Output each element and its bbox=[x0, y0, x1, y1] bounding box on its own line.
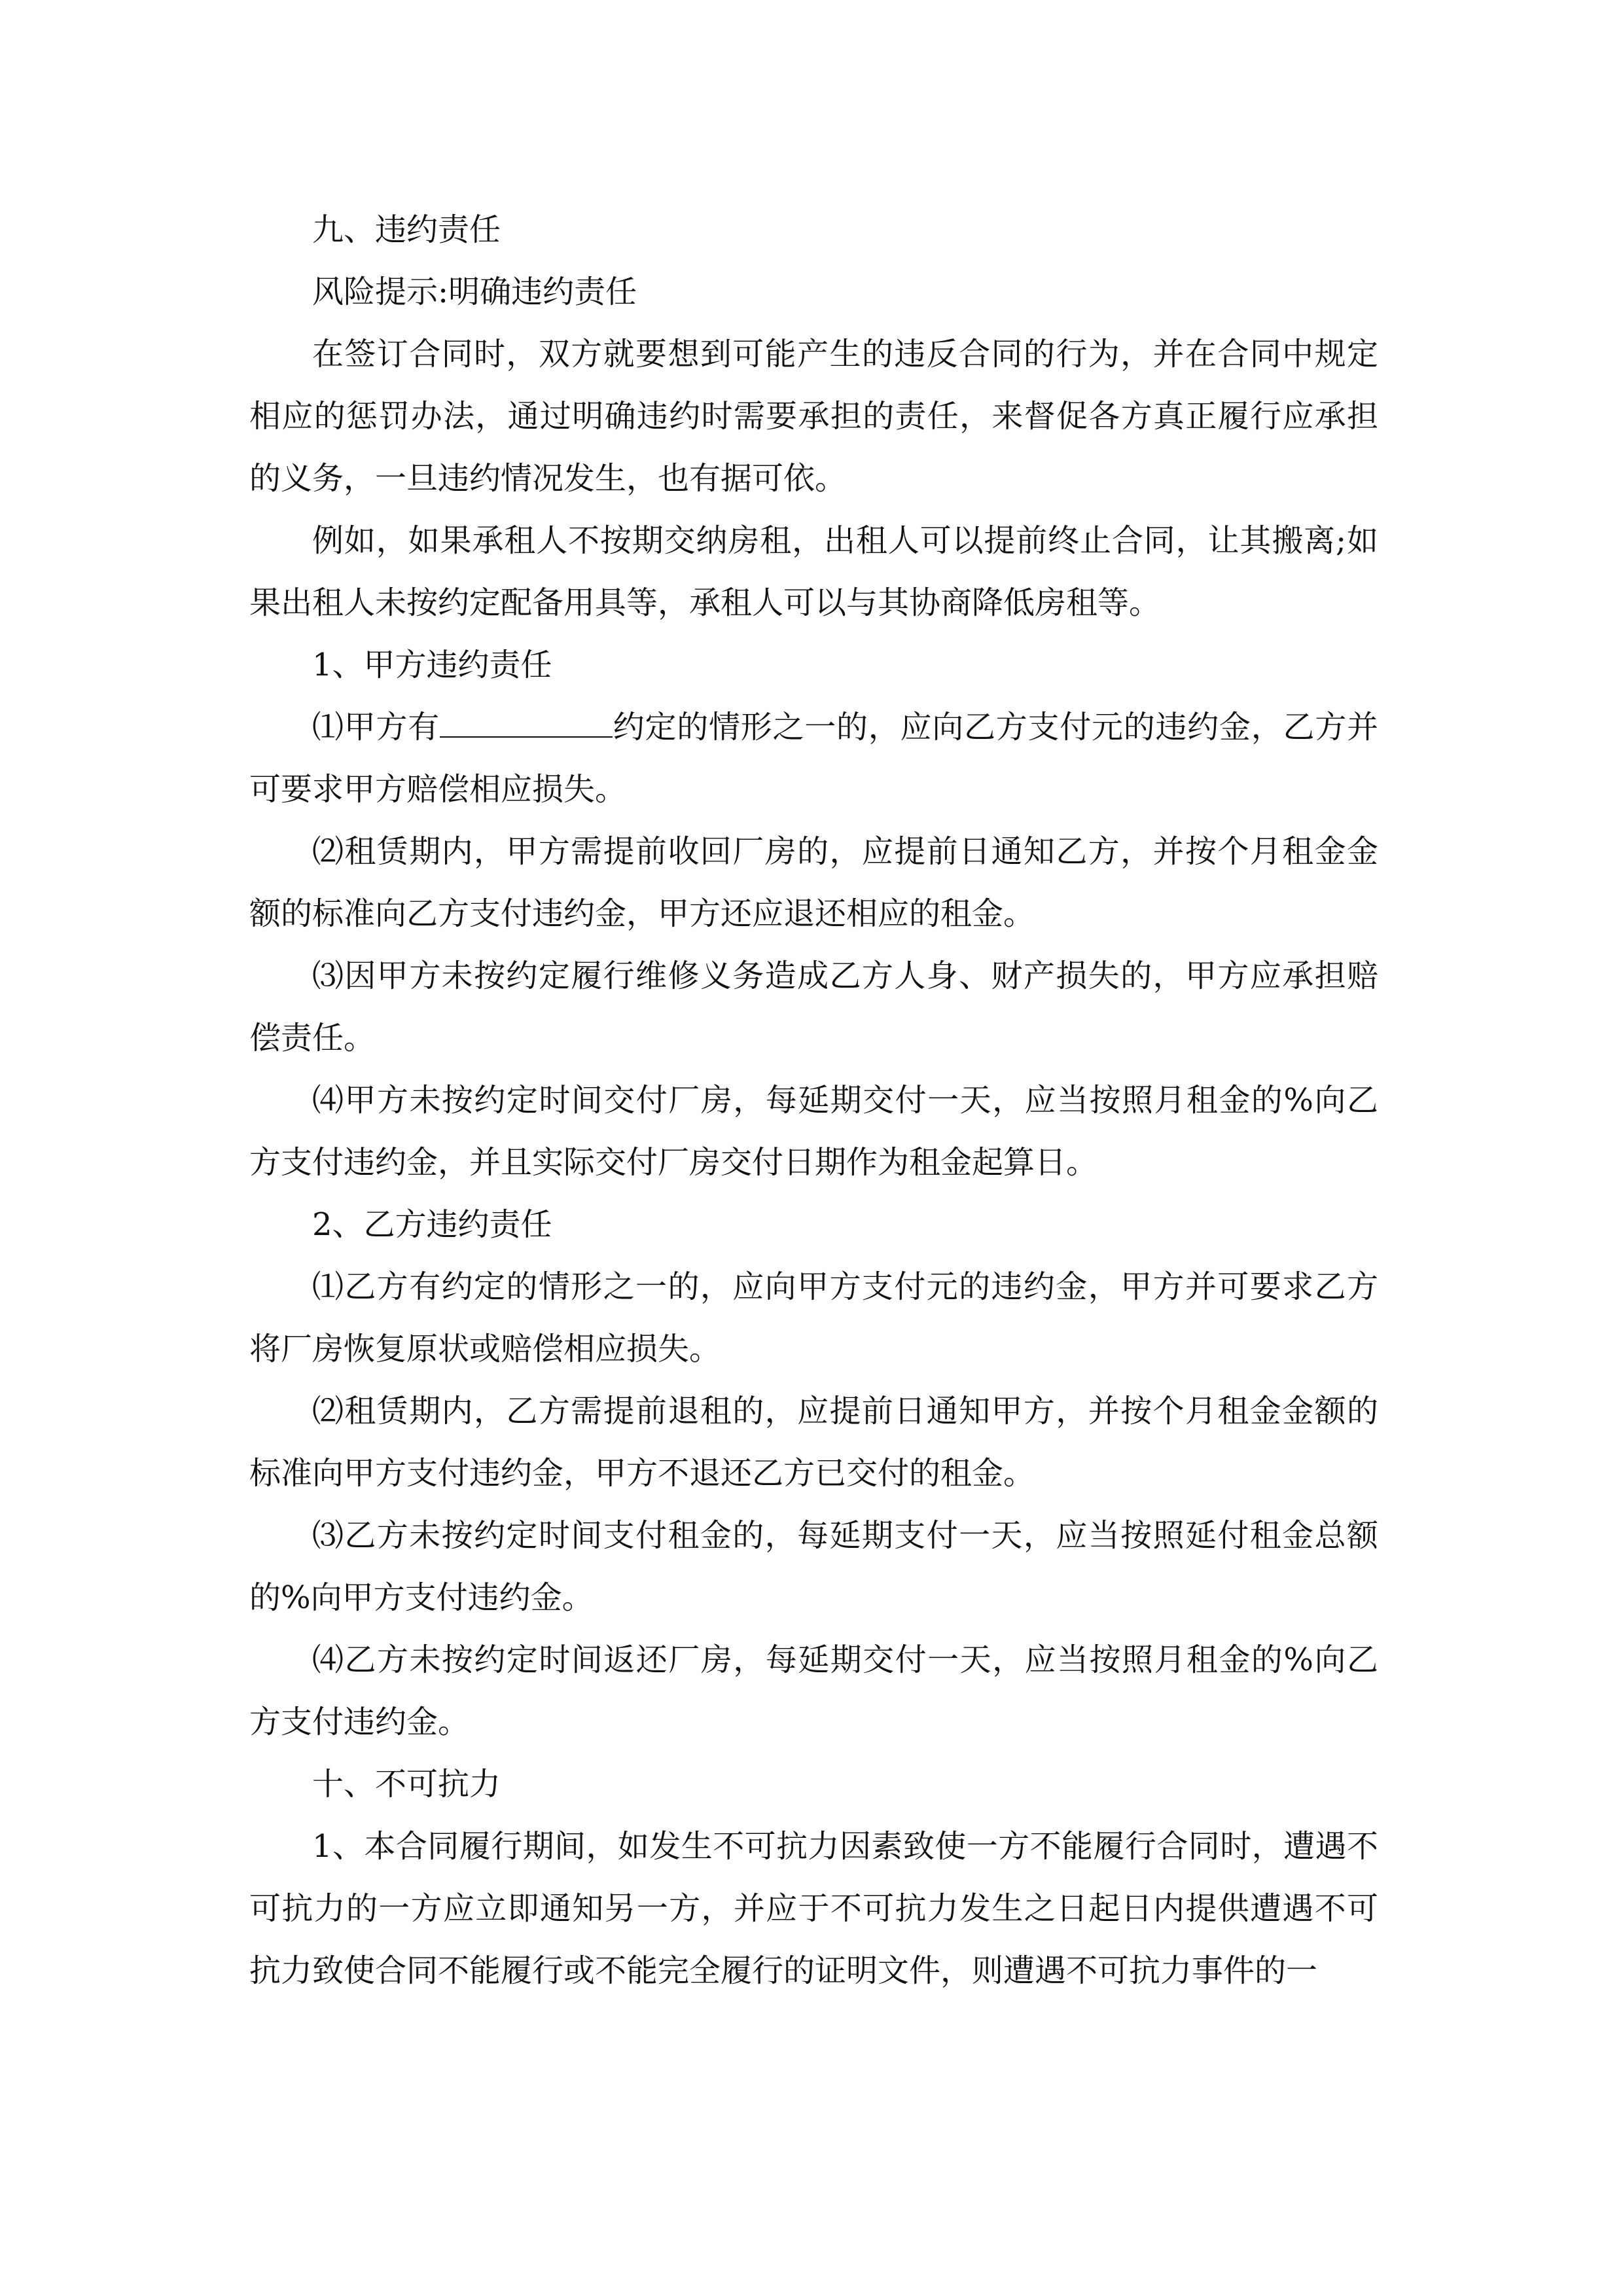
clause-b-4: ⑷乙方未按约定时间返还厂房，每延期交付一天，应当按照月租金的%向乙方支付违约金。 bbox=[249, 1641, 1378, 1740]
risk-notice: 风险提示:明确违约责任 bbox=[312, 274, 637, 310]
clause-force-majeure-1: 1、本合同履行期间，如发生不可抗力因素致使一方不能履行合同时，遭遇不可抗力的一方应立即通知另一方，并应于不可抗力发生之日起日内提供遭遇不可抗力致使合同不能履行或不能完全履行的证明文件，则遭遇不可抗力事件的一 bbox=[249, 1828, 1378, 1989]
clause-a-3: ⑶因甲方未按约定履行维修义务造成乙方人身、财产损失的，甲方应承担赔偿责任。 bbox=[249, 958, 1378, 1056]
fill-in-blank bbox=[440, 704, 613, 738]
section-heading-force-majeure: 十、不可抗力 bbox=[312, 1766, 501, 1803]
paragraph-contract-signing: 在签订合同时，双方就要想到可能产生的违反合同的行为，并在合同中规定相应的惩罚办法，通过明确违约时需要承担的责任，来督促各方真正履行应承担的义务，一旦违约情况发生，也有据可依。 bbox=[249, 336, 1378, 497]
section-heading-breach-liability: 九、违约责任 bbox=[312, 211, 501, 248]
clause-a-2: ⑵租赁期内，甲方需提前收回厂房的，应提前日通知乙方，并按个月租金金额的标准向乙方支付违约金，甲方还应退还相应的租金。 bbox=[249, 833, 1378, 932]
clause-a-1 bbox=[249, 696, 1378, 821]
clause-a-1-after: 约定的情形之一的，应向乙方支付元的违约金，乙方并可要求甲方赔偿相应损失。 bbox=[249, 709, 1378, 808]
clause-a-1-before: ⑴甲方有 bbox=[312, 709, 440, 745]
subheading-party-a-liability: 1、甲方违约责任 bbox=[312, 647, 552, 683]
clause-b-1: ⑴乙方有约定的情形之一的，应向甲方支付元的违约金，甲方并可要求乙方将厂房恢复原状或赔偿相应损失。 bbox=[249, 1268, 1378, 1367]
document-body bbox=[249, 199, 1378, 2002]
paragraph-example: 例如，如果承租人不按期交纳房租，出租人可以提前终止合同，让其搬离;如果出租人未按约定配备用具等，承租人可以与其协商降低房租等。 bbox=[249, 522, 1378, 621]
subheading-party-b-liability: 2、乙方违约责任 bbox=[312, 1206, 552, 1243]
clause-a-4: ⑷甲方未按约定时间交付厂房，每延期交付一天，应当按照月租金的%向乙方支付违约金，并且实际交付厂房交付日期作为租金起算日。 bbox=[249, 1082, 1378, 1181]
clause-b-3: ⑶乙方未按约定时间支付租金的，每延期支付一天，应当按照延付租金总额的%向甲方支付违约金。 bbox=[249, 1517, 1378, 1616]
clause-b-2: ⑵租赁期内，乙方需提前退租的，应提前日通知甲方，并按个月租金金额的标准向甲方支付违约金，甲方不退还乙方已交付的租金。 bbox=[249, 1393, 1378, 1492]
